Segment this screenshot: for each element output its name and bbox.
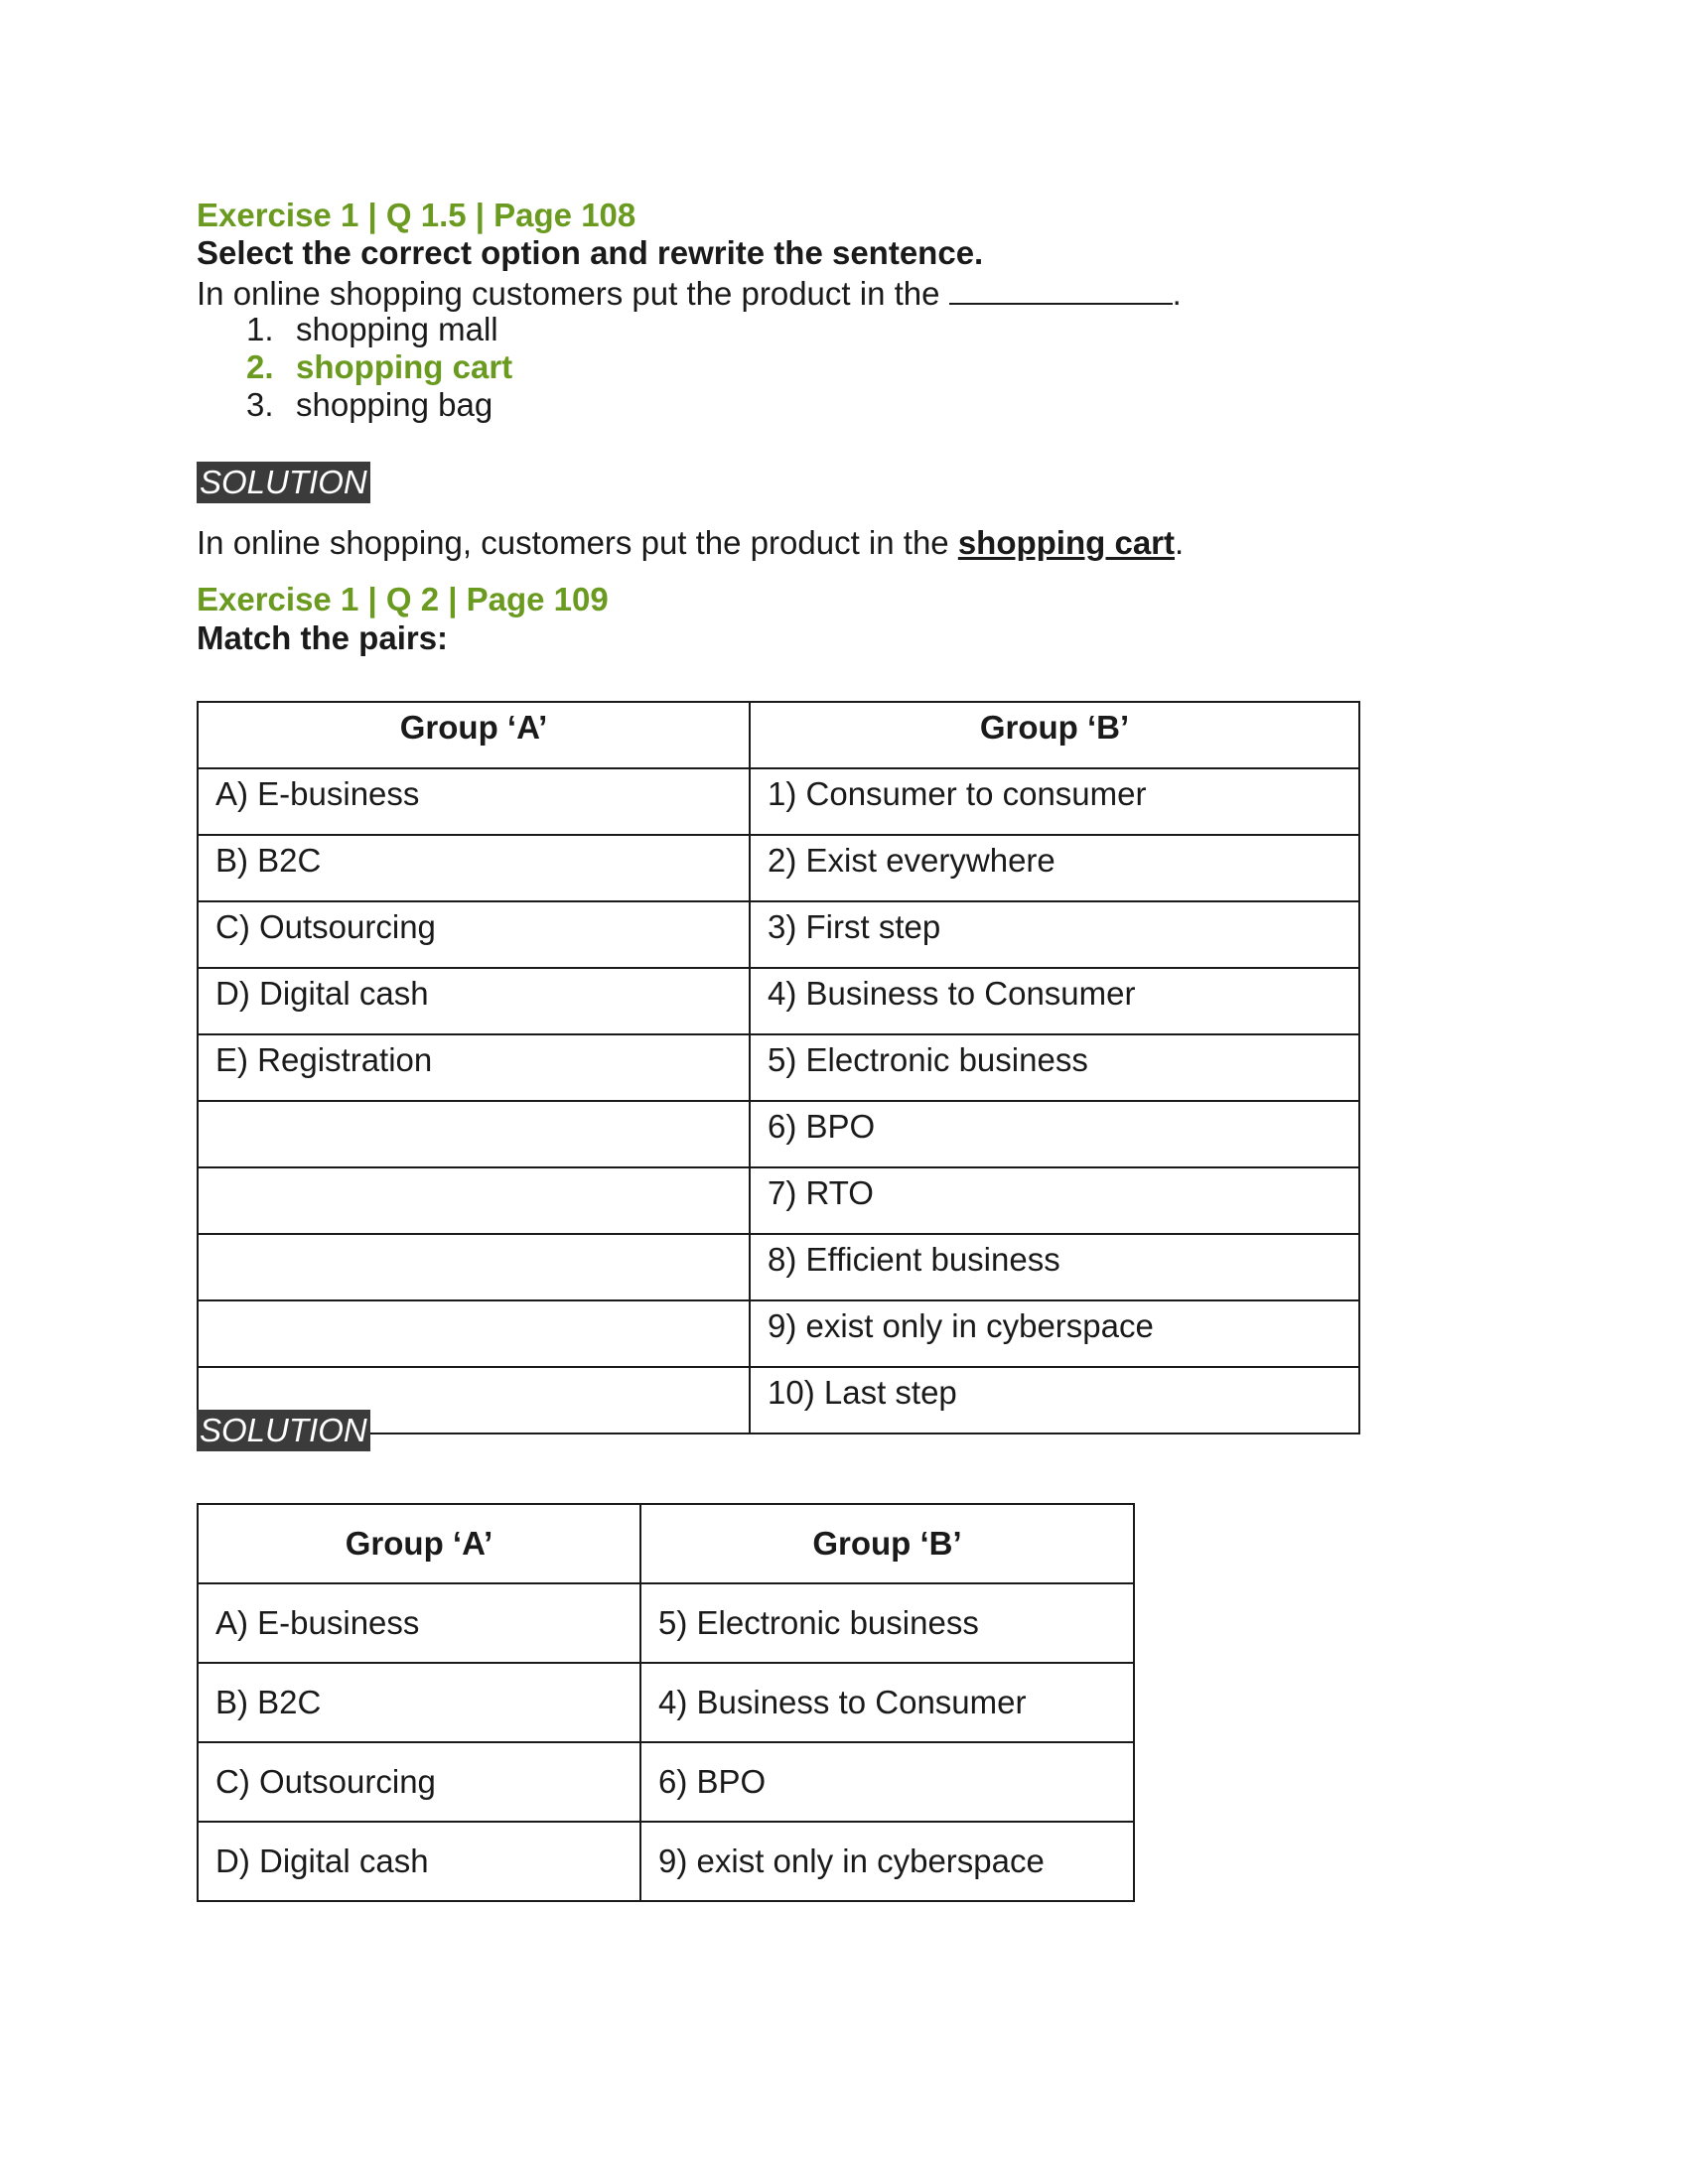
group-b-cell: 2) Exist everywhere xyxy=(750,835,1359,901)
group-a-cell: B) B2C xyxy=(198,1663,640,1742)
option-3 xyxy=(246,386,512,424)
group-b-cell: 10) Last step xyxy=(750,1367,1359,1433)
header-group-a: Group ‘A’ xyxy=(198,702,750,768)
group-a-cell: A) E-business xyxy=(198,1583,640,1663)
group-b-cell: 1) Consumer to consumer xyxy=(750,768,1359,835)
option-number: 1. xyxy=(246,311,274,347)
table-row xyxy=(198,1583,1134,1663)
table-row xyxy=(198,901,1359,968)
group-b-cell: 3) First step xyxy=(750,901,1359,968)
table-row xyxy=(198,1034,1359,1101)
solution-table xyxy=(197,1503,1135,1902)
group-a-cell: C) Outsourcing xyxy=(198,901,750,968)
table-row xyxy=(198,1742,1134,1822)
answer-prefix: In online shopping, customers put the product in the xyxy=(197,524,949,561)
group-b-cell: 4) Business to Consumer xyxy=(750,968,1359,1034)
option-text: shopping bag xyxy=(296,386,493,423)
table-header-row xyxy=(198,1504,1134,1583)
option-number: 3. xyxy=(246,386,274,423)
q2-instruction: Match the pairs: xyxy=(197,619,449,656)
q1-heading: Exercise 1 | Q 1.5 | Page 108 xyxy=(197,197,636,233)
q1-options xyxy=(246,311,512,424)
group-a-cell: B) B2C xyxy=(198,835,750,901)
solution-label-1: SOLUTION xyxy=(197,462,370,503)
table-row xyxy=(198,1300,1359,1367)
group-b-cell: 6) BPO xyxy=(640,1742,1134,1822)
group-b-cell: 5) Electronic business xyxy=(750,1034,1359,1101)
table-row xyxy=(198,968,1359,1034)
q1-answer xyxy=(197,524,1184,562)
header-group-a: Group ‘A’ xyxy=(198,1504,640,1583)
option-number: 2. xyxy=(246,348,274,385)
group-a-cell: C) Outsourcing xyxy=(198,1742,640,1822)
group-a-cell: D) Digital cash xyxy=(198,968,750,1034)
group-b-cell: 6) BPO xyxy=(750,1101,1359,1167)
group-b-cell: 9) exist only in cyberspace xyxy=(750,1300,1359,1367)
option-1 xyxy=(246,311,512,348)
group-a-cell xyxy=(198,1300,750,1367)
table-row xyxy=(198,835,1359,901)
group-b-cell: 5) Electronic business xyxy=(640,1583,1134,1663)
q1-instruction: Select the correct option and rewrite the sentence. xyxy=(197,234,984,271)
group-a-cell xyxy=(198,1101,750,1167)
option-text: shopping mall xyxy=(296,311,498,347)
answer-suffix: . xyxy=(1175,524,1185,561)
table-row xyxy=(198,1101,1359,1167)
group-a-cell: A) E-business xyxy=(198,768,750,835)
solution-label-2: SOLUTION xyxy=(197,1410,370,1451)
q1-question-end: . xyxy=(1172,275,1182,312)
table-row xyxy=(198,1663,1134,1742)
group-b-cell: 7) RTO xyxy=(750,1167,1359,1234)
group-a-cell: D) Digital cash xyxy=(198,1822,640,1901)
header-group-b: Group ‘B’ xyxy=(640,1504,1134,1583)
group-a-cell xyxy=(198,1234,750,1300)
table-header-row xyxy=(198,702,1359,768)
option-2-correct xyxy=(246,348,512,386)
answer-highlight: shopping cart xyxy=(957,524,1176,561)
group-a-cell: E) Registration xyxy=(198,1034,750,1101)
table-row xyxy=(198,1167,1359,1234)
match-pairs-table xyxy=(197,701,1360,1434)
q1-question xyxy=(197,273,1182,313)
answer-blank xyxy=(949,273,1173,305)
q1-question-text: In online shopping customers put the product in the xyxy=(197,275,940,312)
table-row xyxy=(198,768,1359,835)
group-a-cell xyxy=(198,1167,750,1234)
q2-heading: Exercise 1 | Q 2 | Page 109 xyxy=(197,581,609,617)
table-row xyxy=(198,1234,1359,1300)
table-row xyxy=(198,1822,1134,1901)
option-text: shopping cart xyxy=(296,348,513,385)
header-group-b: Group ‘B’ xyxy=(750,702,1359,768)
group-b-cell: 8) Efficient business xyxy=(750,1234,1359,1300)
group-b-cell: 9) exist only in cyberspace xyxy=(640,1822,1134,1901)
table-row xyxy=(198,1367,1359,1433)
group-b-cell: 4) Business to Consumer xyxy=(640,1663,1134,1742)
